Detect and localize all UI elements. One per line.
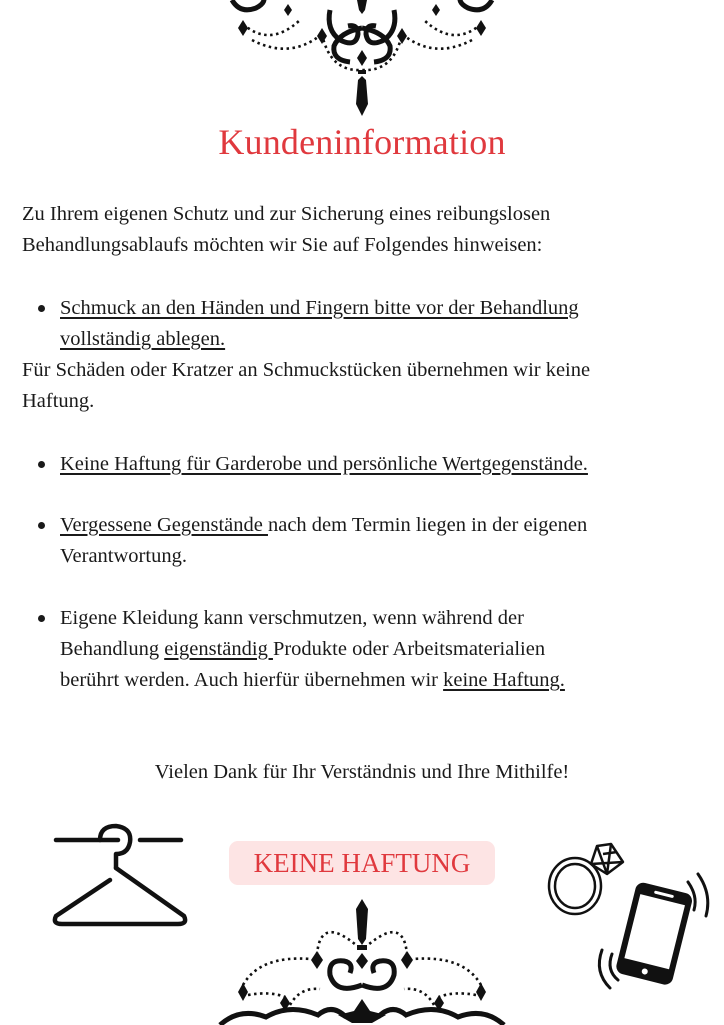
page-title: Kundeninformation: [218, 122, 506, 162]
intro-line-2: Behandlungsablaufs möchten wir Sie auf Folgendes hinweisen:: [22, 234, 543, 256]
thanks-text: Vielen Dank für Ihr Verständnis und Ihre Mithilfe!: [154, 761, 570, 783]
bullet-1-note-line-2: Haftung.: [22, 390, 95, 412]
badge-label: KEINE HAFTUNG: [253, 847, 471, 878]
bullet-3-line-1: [60, 510, 587, 541]
no-liability-badge: [229, 841, 495, 885]
bullet-4-line-2-pre: Behandlung: [60, 638, 165, 660]
bullet-dot: [38, 305, 45, 312]
bullet-4-line-3: [60, 665, 565, 696]
bullet-3-rest: nach dem Termin liegen in der eigenen: [267, 514, 588, 536]
bullet-4-line-3-pre: berührt werden. Auch hierfür übernehmen wir: [60, 669, 444, 691]
bullet-1-line-2: vollständig ablegen.: [60, 328, 226, 350]
chandelier-top-icon: [0, 0, 724, 120]
bullet-4-line-1: Eigene Kleidung kann verschmutzen, wenn während der: [60, 607, 524, 629]
bullet-3-line-2: Verantwortung.: [60, 545, 187, 567]
chandelier-bottom-icon: [0, 895, 724, 1025]
intro-line-1: Zu Ihrem eigenen Schutz und zur Sicherung eines reibungslosen: [22, 203, 551, 225]
bullet-dot: [38, 461, 45, 468]
bullet-1-line-1: Schmuck an den Händen und Fingern bitte vor der Behandlung: [60, 297, 579, 319]
bullet-4-line-2: [60, 634, 545, 665]
bullet-2-text: Keine Haftung für Garderobe und persönliche Wertgegenstände.: [60, 453, 588, 475]
bullet-4-line-2-post: Produkte oder Arbeitsmaterialien: [272, 638, 546, 660]
bullet-3-underlined: Vergessene Gegenstände: [60, 514, 268, 536]
bullet-dot: [38, 615, 45, 622]
bullet-1-note-line-1: Für Schäden oder Kratzer an Schmuckstücken übernehmen wir keine: [22, 359, 591, 381]
bullet-4-line-3-underlined: keine Haftung.: [443, 669, 565, 691]
bullet-dot: [38, 522, 45, 529]
bullet-4-line-2-underlined: eigenständig: [164, 638, 273, 660]
